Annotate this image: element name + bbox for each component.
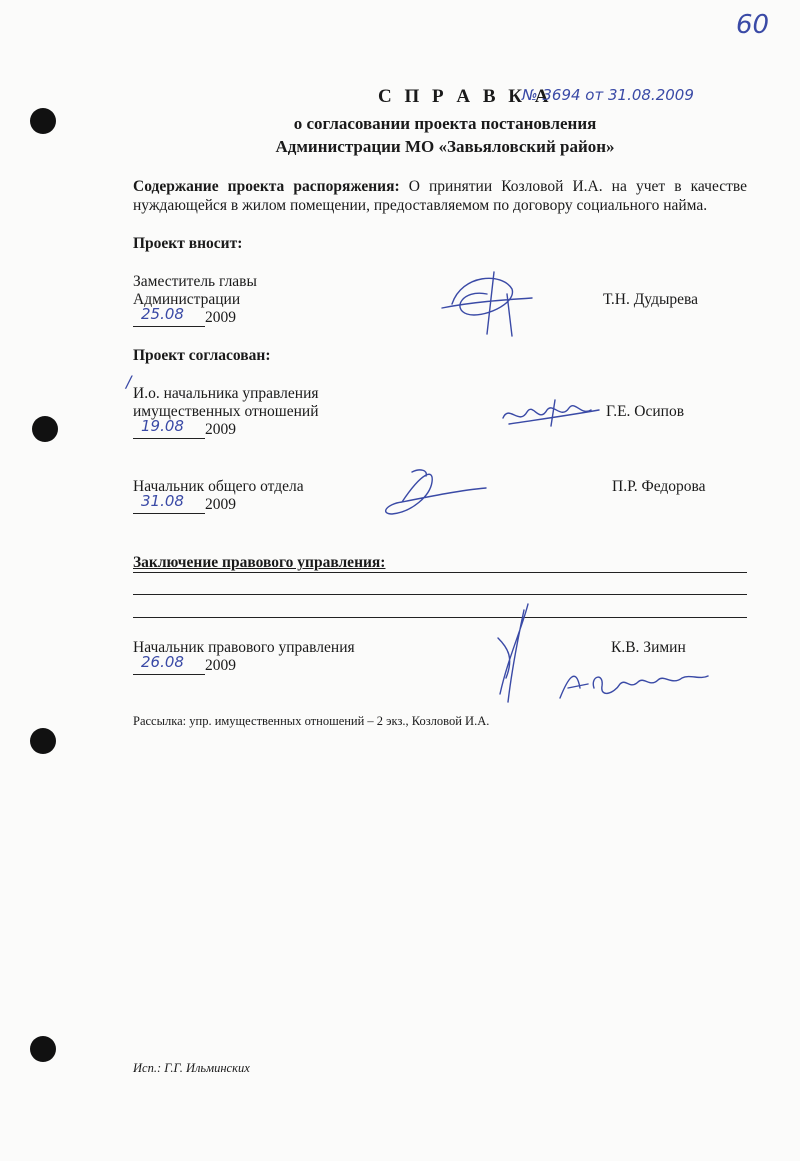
- submitted-position-line1: Заместитель главы: [133, 273, 257, 290]
- legal-date: [133, 653, 236, 675]
- punch-hole: [30, 1036, 56, 1062]
- agreed-1-position-line1: И.о. начальника управления: [133, 385, 319, 402]
- agreed-2-name: П.Р. Федорова: [612, 478, 706, 495]
- divider-line: [133, 594, 747, 595]
- divider-line: [133, 617, 747, 618]
- date-year: 2009: [205, 496, 236, 513]
- agreed-heading: Проект согласован:: [133, 347, 271, 364]
- date-blank: [133, 653, 205, 675]
- agreed-2-date: [133, 492, 236, 514]
- document-subtitle-line2: Администрации МО «Завьяловский район»: [275, 137, 615, 156]
- page-number: 60: [736, 10, 770, 40]
- handwritten-date: 26.08: [141, 653, 184, 671]
- agreed-2-position-line1: Начальник общего отдела: [133, 478, 304, 495]
- submitted-heading: Проект вносит:: [133, 235, 243, 252]
- distribution-list: Рассылка: упр. имущественных отношений – 2 экз., Козловой И.А.: [133, 714, 490, 728]
- signature-dudyreva: [432, 264, 542, 344]
- agreed-mark: /: [126, 372, 132, 391]
- handwritten-date: 31.08: [141, 492, 184, 510]
- divider-line: [133, 572, 747, 573]
- legal-position: Начальник правового управления: [133, 639, 355, 656]
- agreed-1-name: Г.Е. Осипов: [606, 403, 685, 420]
- submitted-position-line2: Администрации: [133, 291, 241, 308]
- date-year: 2009: [205, 421, 236, 438]
- signature-osipov: [495, 390, 605, 440]
- date-year: 2009: [205, 657, 236, 674]
- handwritten-date: 19.08: [141, 417, 184, 435]
- date-blank: [133, 305, 205, 327]
- punch-hole: [30, 108, 56, 134]
- handwritten-date: 25.08: [141, 305, 184, 323]
- registration-note: № 3694 от 31.08.2009: [522, 86, 694, 104]
- signature-zimin: [478, 598, 548, 708]
- signature-visa: [554, 658, 714, 708]
- signature-fedorova: [372, 462, 492, 522]
- project-content-text: О принятии Козловой И.А. на учет в качестве нуждающейся в жилом помещении, предоставляемом по договору социального найма.: [133, 178, 747, 214]
- legal-heading: Заключение правового управления:: [133, 554, 386, 571]
- project-content: [133, 177, 747, 215]
- date-blank: [133, 492, 205, 514]
- legal-name: К.В. Зимин: [611, 639, 686, 656]
- punch-hole: [32, 416, 58, 442]
- document-title: С П Р А В К А: [378, 86, 553, 107]
- submitted-name: Т.Н. Дудырева: [603, 291, 699, 308]
- submitted-date: [133, 305, 236, 327]
- date-blank: [133, 417, 205, 439]
- date-year: 2009: [205, 309, 236, 326]
- project-content-label: Содержание проекта распоряжения:: [133, 178, 400, 195]
- punch-hole: [30, 728, 56, 754]
- document-subtitle-line1: о согласовании проекта постановления: [293, 114, 597, 133]
- agreed-1-date: [133, 417, 236, 439]
- agreed-1-position-line2: имущественных отношений: [133, 403, 319, 420]
- executor: Исп.: Г.Г. Ильминских: [133, 1061, 250, 1075]
